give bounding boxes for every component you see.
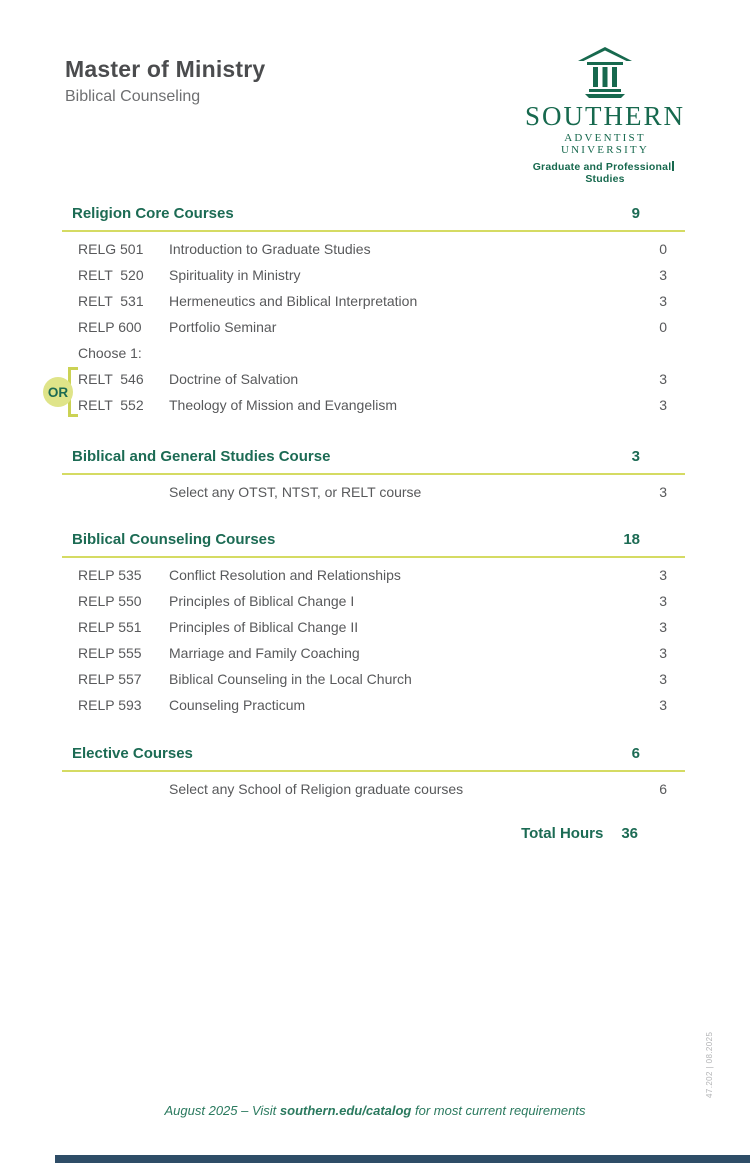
- course-hours: 0: [659, 241, 667, 257]
- section-hours: 9: [631, 205, 640, 222]
- university-logo: [520, 46, 690, 185]
- course-row: [62, 666, 685, 692]
- section-rows: [62, 776, 685, 802]
- section-rows: [62, 479, 685, 505]
- course-hours: 3: [659, 671, 667, 687]
- total-hours-label: Total Hours: [521, 825, 604, 842]
- course-row: [62, 366, 685, 392]
- course-row: [62, 776, 685, 802]
- course-hours: 3: [659, 645, 667, 661]
- section-heading: Elective Courses: [72, 745, 193, 762]
- course-row: [62, 314, 685, 340]
- course-row: [62, 640, 685, 666]
- total-hours-value: 36: [621, 825, 638, 842]
- course-title: Principles of Biblical Change I: [169, 593, 355, 609]
- logo-division-text: Graduate and Professional: [532, 161, 672, 173]
- section-heading-row: [62, 745, 685, 772]
- course-title: Spirituality in Ministry: [169, 267, 301, 283]
- course-row: [62, 262, 685, 288]
- course-title: Hermeneutics and Biblical Interpretation: [169, 293, 418, 309]
- course-row: [62, 288, 685, 314]
- course-code: RELP 555: [78, 645, 142, 661]
- logo-divider-bar: [672, 161, 674, 171]
- course-hours: 3: [659, 619, 667, 635]
- logo-division: [520, 161, 690, 185]
- footer-prefix: August 2025 – Visit: [164, 1103, 280, 1118]
- course-code: RELT 552: [78, 397, 144, 413]
- course-row: [62, 692, 685, 718]
- choose-instruction-row: [62, 340, 685, 366]
- course-code: RELG 501: [78, 241, 144, 257]
- or-choice-group: [47, 366, 685, 418]
- section-heading: Biblical Counseling Courses: [72, 531, 276, 548]
- course-hours: 3: [659, 567, 667, 583]
- section-hours: 6: [631, 745, 640, 762]
- course-title: Select any OTST, NTST, or RELT course: [169, 484, 422, 500]
- section-heading-row: [62, 531, 685, 558]
- section-heading-row: [62, 205, 685, 232]
- section-rows: [47, 236, 685, 418]
- course-title: Principles of Biblical Change II: [169, 619, 359, 635]
- footer-suffix: for most current requirements: [411, 1103, 586, 1118]
- document-code-vertical: 47.202 | 08.2025: [705, 1031, 714, 1098]
- course-hours: 3: [659, 593, 667, 609]
- course-code: RELT 520: [78, 267, 144, 283]
- section-hours: 18: [623, 531, 640, 548]
- course-title: Doctrine of Salvation: [169, 371, 299, 387]
- course-title: Counseling Practicum: [169, 697, 306, 713]
- course-code: RELT 546: [78, 371, 144, 387]
- course-hours: 3: [659, 267, 667, 283]
- course-code: RELP 551: [78, 619, 142, 635]
- course-hours: 3: [659, 397, 667, 413]
- course-hours: 6: [659, 781, 667, 797]
- course-row: [62, 614, 685, 640]
- course-code: RELT 531: [78, 293, 144, 309]
- section-electives: [62, 745, 685, 802]
- building-columns-icon: [575, 46, 635, 100]
- catalog-link[interactable]: southern.edu/catalog: [279, 1103, 412, 1118]
- course-row: [62, 236, 685, 262]
- course-row: [62, 588, 685, 614]
- course-row: [62, 562, 685, 588]
- section-heading: Religion Core Courses: [72, 205, 234, 222]
- course-code: RELP 600: [78, 319, 142, 335]
- logo-name: SOUTHERN: [524, 101, 685, 131]
- course-title: Marriage and Family Coaching: [169, 645, 360, 661]
- section-heading: Biblical and General Studies Course: [72, 448, 331, 465]
- section-rows: [62, 562, 685, 718]
- course-hours: 3: [659, 293, 667, 309]
- course-title: Biblical Counseling in the Local Church: [169, 671, 412, 687]
- course-hours: 3: [659, 484, 667, 500]
- or-badge: OR: [43, 377, 73, 407]
- section-biblical-counseling: [62, 531, 685, 718]
- page-subtitle: Biblical Counseling: [65, 88, 201, 105]
- course-plan: [47, 205, 685, 1105]
- course-code: RELP 535: [78, 567, 142, 583]
- course-title: Portfolio Seminar: [169, 319, 277, 335]
- course-title: Select any School of Religion graduate courses: [169, 781, 464, 797]
- section-religion-core: [47, 205, 685, 418]
- section-heading-row: [62, 448, 685, 475]
- logo-division-suffix: Studies: [585, 173, 625, 185]
- course-code: RELP 550: [78, 593, 142, 609]
- title-block: [65, 56, 265, 106]
- course-code: RELP 557: [78, 671, 142, 687]
- course-hours: 3: [659, 697, 667, 713]
- section-biblical-general-studies: [62, 448, 685, 505]
- choose-instruction: Choose 1:: [78, 345, 142, 361]
- course-row: [62, 392, 685, 418]
- course-code: RELP 593: [78, 697, 142, 713]
- logo-subname: ADVENTIST UNIVERSITY: [561, 132, 649, 156]
- course-title: Introduction to Graduate Studies: [169, 241, 371, 257]
- total-hours: [521, 825, 685, 842]
- section-hours: 3: [631, 448, 640, 465]
- page-title: Master of Ministry: [65, 56, 266, 82]
- course-title: Theology of Mission and Evangelism: [169, 397, 398, 413]
- course-hours: 3: [659, 371, 667, 387]
- course-row: [62, 479, 685, 505]
- footer-note: [0, 1103, 750, 1118]
- bottom-accent-bar: [55, 1155, 750, 1163]
- course-title: Conflict Resolution and Relationships: [169, 567, 401, 583]
- course-hours: 0: [659, 319, 667, 335]
